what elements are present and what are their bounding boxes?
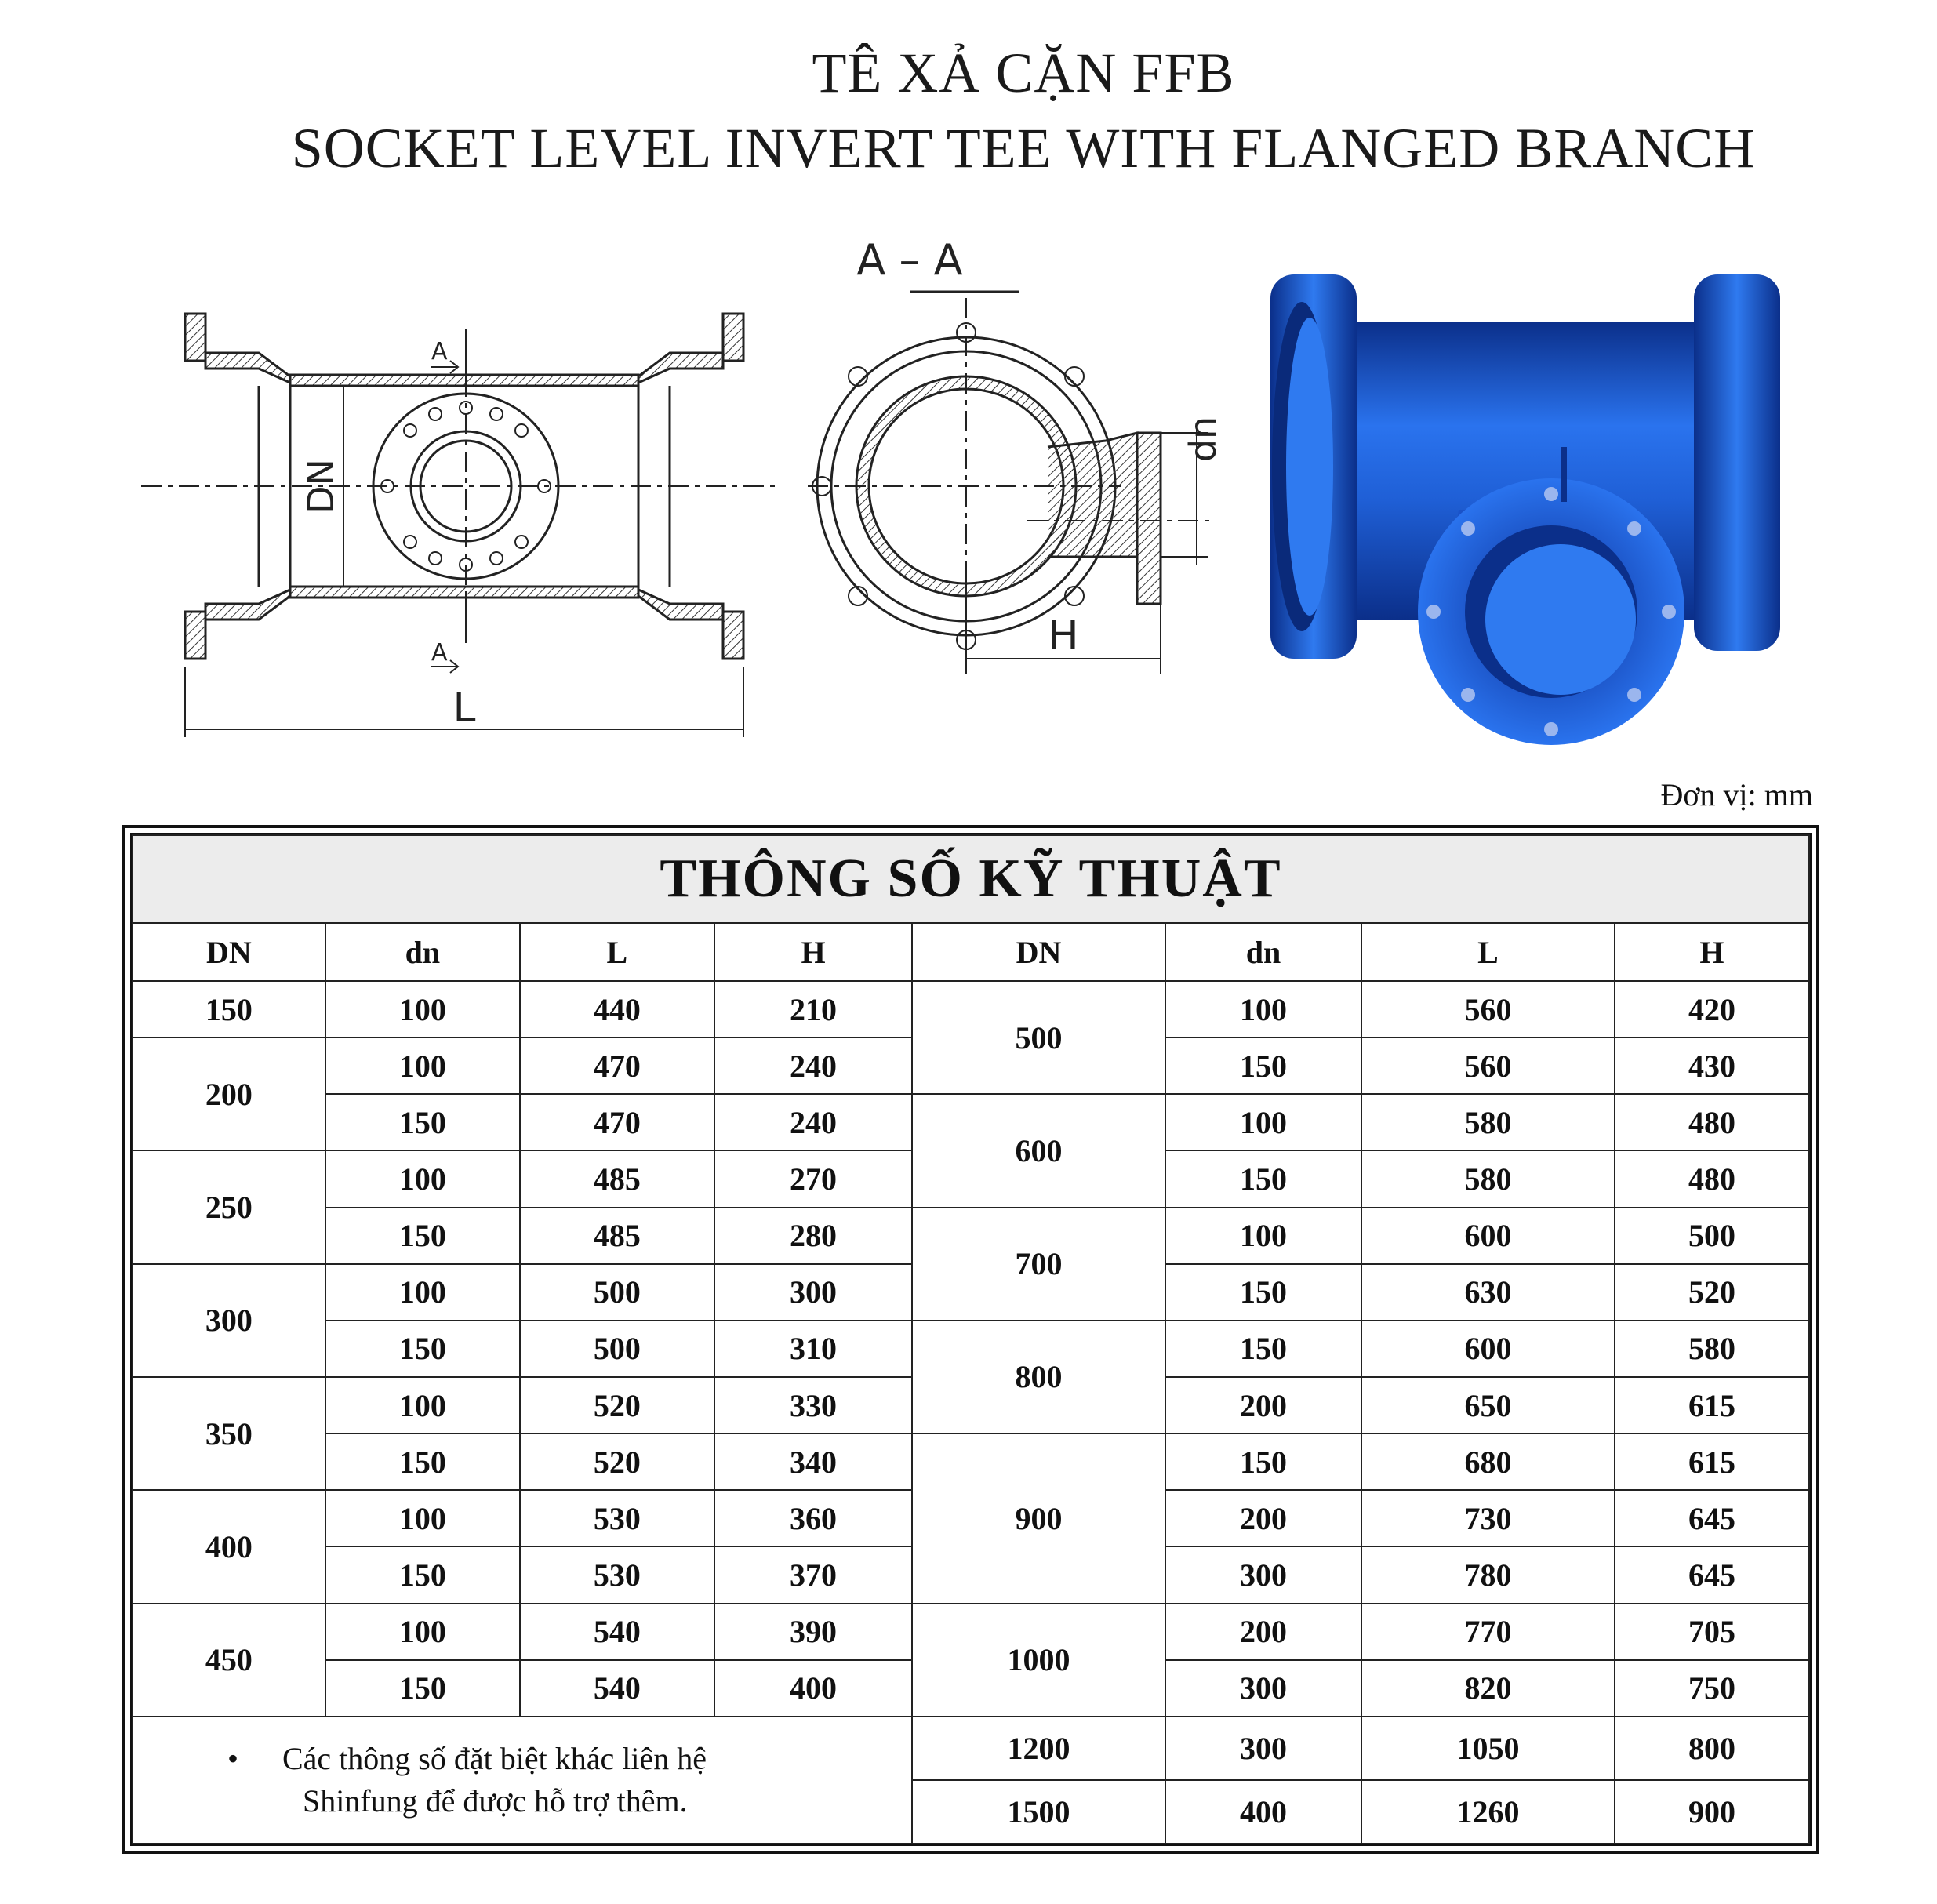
cell-dn: 100 (1165, 1208, 1361, 1264)
dim-label-dn: dn (1182, 416, 1224, 463)
cell-L: 530 (520, 1546, 714, 1603)
column-header: dn (325, 923, 520, 981)
cell-dn: 200 (1165, 1490, 1361, 1546)
cell-DN: 600 (912, 1094, 1165, 1207)
cell-H: 210 (714, 981, 912, 1037)
cell-dn: 150 (1165, 1321, 1361, 1377)
cell-DN: 200 (133, 1037, 325, 1150)
cell-L: 530 (520, 1490, 714, 1546)
cell-DN: 400 (133, 1490, 325, 1603)
section-mark-top: A (431, 338, 448, 365)
product-image (1255, 274, 1796, 745)
cell-H: 580 (1615, 1321, 1809, 1377)
cell-dn: 150 (325, 1660, 520, 1717)
cell-dn: 200 (1165, 1377, 1361, 1433)
cell-DN: 500 (912, 981, 1165, 1094)
column-header: dn (1165, 923, 1361, 981)
cell-H: 705 (1615, 1604, 1809, 1660)
cell-L: 820 (1361, 1660, 1615, 1717)
cell-dn: 100 (325, 981, 520, 1037)
cell-L: 540 (520, 1660, 714, 1717)
cell-H: 430 (1615, 1037, 1809, 1094)
cell-DN: 1200 (912, 1717, 1165, 1780)
unit-label: Đơn vị: mm (1660, 777, 1813, 812)
cell-L: 485 (520, 1150, 714, 1207)
title-vietnamese: TÊ XẢ CẶN FFB (812, 42, 1235, 104)
cell-H: 900 (1615, 1780, 1809, 1844)
section-label: A – A (856, 235, 963, 285)
cell-L: 520 (520, 1433, 714, 1490)
cell-DN: 250 (133, 1150, 325, 1263)
cell-dn: 100 (325, 1604, 520, 1660)
note-line-2: Shinfung để được hỗ trợ thêm. (303, 1782, 688, 1819)
dim-label-H: H (1048, 612, 1079, 659)
cell-L: 730 (1361, 1490, 1615, 1546)
table-caption: THÔNG SỐ KỸ THUẬT (133, 835, 1809, 923)
cell-dn: 300 (1165, 1660, 1361, 1717)
cell-dn: 200 (1165, 1604, 1361, 1660)
cell-DN: 350 (133, 1377, 325, 1490)
cell-H: 750 (1615, 1660, 1809, 1717)
cell-H: 280 (714, 1208, 912, 1264)
side-view-drawing (133, 298, 784, 753)
cell-dn: 150 (325, 1208, 520, 1264)
table-row (133, 1604, 1809, 1660)
cell-L: 780 (1361, 1546, 1615, 1603)
column-header: DN (133, 923, 325, 981)
cell-L: 650 (1361, 1377, 1615, 1433)
cell-H: 360 (714, 1490, 912, 1546)
cell-H: 300 (714, 1264, 912, 1321)
spec-table-frame (122, 825, 1819, 1854)
cell-H: 330 (714, 1377, 912, 1433)
cell-H: 340 (714, 1433, 912, 1490)
cell-dn: 150 (325, 1433, 520, 1490)
cell-DN: 1500 (912, 1780, 1165, 1844)
cell-L: 440 (520, 981, 714, 1037)
cell-L: 680 (1361, 1433, 1615, 1490)
cell-dn: 100 (325, 1264, 520, 1321)
cell-H: 480 (1615, 1150, 1809, 1207)
cell-H: 270 (714, 1150, 912, 1207)
cell-L: 485 (520, 1208, 714, 1264)
cell-dn: 150 (325, 1094, 520, 1150)
cell-H: 240 (714, 1037, 912, 1094)
note-line-1: Các thông số đặt biệt khác liên hệ (282, 1740, 707, 1776)
cell-L: 600 (1361, 1321, 1615, 1377)
column-header: L (1361, 923, 1615, 981)
table-row (133, 1208, 1809, 1264)
note-bullet: • (227, 1740, 239, 1776)
cell-dn: 100 (1165, 981, 1361, 1037)
table-note (133, 1717, 912, 1844)
cell-H: 500 (1615, 1208, 1809, 1264)
cell-H: 615 (1615, 1433, 1809, 1490)
cell-L: 600 (1361, 1208, 1615, 1264)
column-header: L (520, 923, 714, 981)
cell-dn: 100 (325, 1377, 520, 1433)
cell-DN: 800 (912, 1321, 1165, 1433)
column-header: H (1615, 923, 1809, 981)
cell-dn: 100 (325, 1150, 520, 1207)
title-english: SOCKET LEVEL INVERT TEE WITH FLANGED BRANCH (291, 117, 1756, 180)
cell-L: 630 (1361, 1264, 1615, 1321)
cell-dn: 150 (1165, 1150, 1361, 1207)
cell-dn: 150 (1165, 1037, 1361, 1094)
cell-H: 240 (714, 1094, 912, 1150)
cell-L: 560 (1361, 981, 1615, 1037)
cell-dn: 100 (1165, 1094, 1361, 1150)
dim-label-DN: DN (300, 459, 342, 514)
cell-H: 310 (714, 1321, 912, 1377)
table-row (133, 1717, 1809, 1780)
cell-H: 400 (714, 1660, 912, 1717)
cell-H: 520 (1615, 1264, 1809, 1321)
cell-L: 580 (1361, 1094, 1615, 1150)
table-row (133, 1321, 1809, 1377)
table-row (133, 1094, 1809, 1150)
column-header: DN (912, 923, 1165, 981)
cell-L: 500 (520, 1264, 714, 1321)
cell-L: 560 (1361, 1037, 1615, 1094)
cell-L: 540 (520, 1604, 714, 1660)
cell-dn: 300 (1165, 1546, 1361, 1603)
cell-dn: 100 (325, 1037, 520, 1094)
cell-L: 770 (1361, 1604, 1615, 1660)
cell-H: 370 (714, 1546, 912, 1603)
table-row (133, 981, 1809, 1037)
cell-L: 500 (520, 1321, 714, 1377)
cell-DN: 450 (133, 1604, 325, 1717)
section-mark-bottom: A (431, 639, 448, 667)
cell-DN: 1000 (912, 1604, 1165, 1717)
cell-DN: 150 (133, 981, 325, 1037)
cell-dn: 150 (1165, 1264, 1361, 1321)
cell-dn: 400 (1165, 1780, 1361, 1844)
cell-DN: 300 (133, 1264, 325, 1377)
cell-H: 420 (1615, 981, 1809, 1037)
cell-H: 480 (1615, 1094, 1809, 1150)
cell-dn: 150 (325, 1321, 520, 1377)
cell-DN: 700 (912, 1208, 1165, 1321)
cell-L: 520 (520, 1377, 714, 1433)
cell-L: 470 (520, 1037, 714, 1094)
cell-L: 1260 (1361, 1780, 1615, 1844)
cell-dn: 150 (1165, 1433, 1361, 1490)
cell-L: 1050 (1361, 1717, 1615, 1780)
cell-H: 390 (714, 1604, 912, 1660)
section-view-drawing (792, 235, 1231, 690)
cell-DN: 900 (912, 1433, 1165, 1603)
cell-L: 580 (1361, 1150, 1615, 1207)
cell-dn: 100 (325, 1490, 520, 1546)
cell-H: 615 (1615, 1377, 1809, 1433)
cell-L: 470 (520, 1094, 714, 1150)
cell-H: 645 (1615, 1546, 1809, 1603)
cell-H: 645 (1615, 1490, 1809, 1546)
cell-H: 800 (1615, 1717, 1809, 1780)
cell-dn: 300 (1165, 1717, 1361, 1780)
dim-label-L: L (452, 685, 476, 732)
cell-dn: 150 (325, 1546, 520, 1603)
spec-table (132, 834, 1810, 1844)
table-row (133, 1433, 1809, 1490)
column-header: H (714, 923, 912, 981)
